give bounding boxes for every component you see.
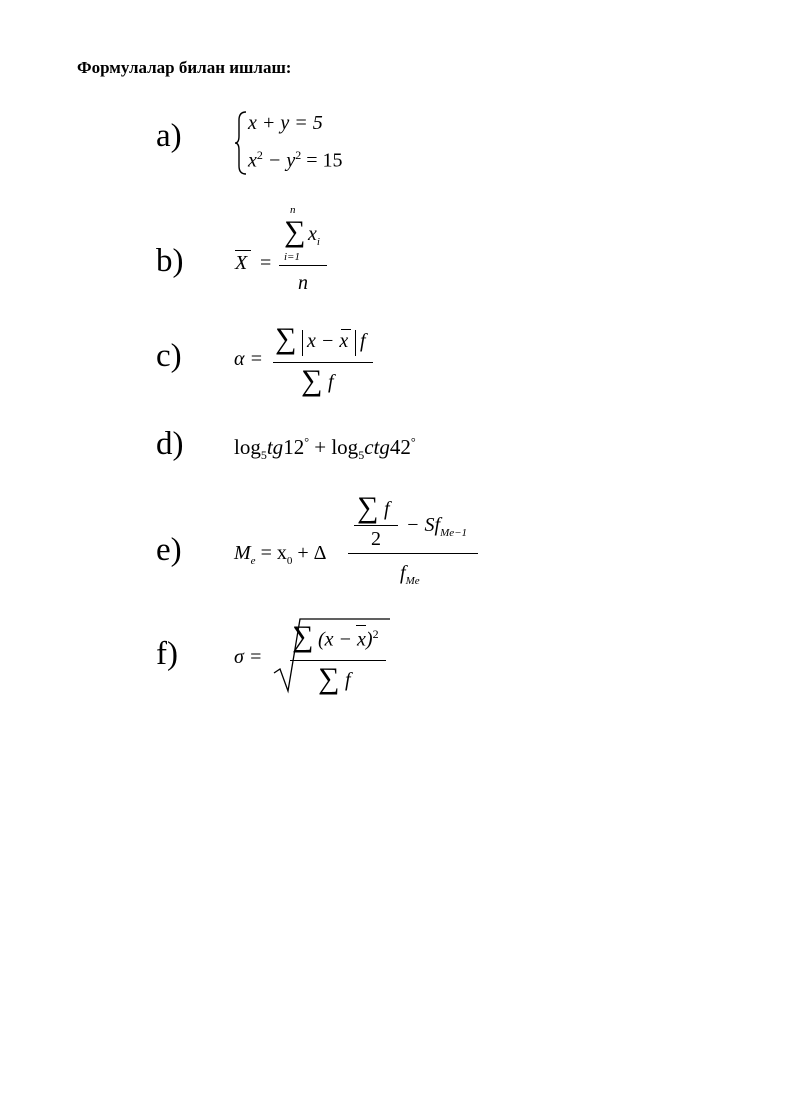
formula-d: $\log_5tg12^\circ + \log_5ctg42^\circ$ bbox=[234, 435, 416, 463]
alpha-lhs: α = bbox=[234, 348, 263, 370]
label-c: c) bbox=[156, 338, 182, 374]
numerator-f: f bbox=[360, 330, 366, 352]
label-d: d) bbox=[156, 426, 184, 462]
main-fraction-bar bbox=[348, 553, 478, 554]
equation-a-line2: $x^2 - y^2 = 15$ bbox=[248, 148, 343, 172]
denominator-f: f bbox=[328, 371, 334, 393]
sigma-icon: ∑ bbox=[284, 215, 306, 248]
mean-symbol: X bbox=[235, 252, 248, 274]
fraction-bar bbox=[290, 660, 386, 661]
fraction-bar bbox=[279, 265, 327, 266]
equals-sign: = bbox=[260, 252, 272, 274]
sigma-icon: ∑ bbox=[292, 620, 314, 653]
overline bbox=[341, 329, 351, 330]
page-heading: Формулалар билан ишлаш: bbox=[77, 58, 292, 77]
abs-content: x − x bbox=[307, 330, 349, 352]
overline bbox=[235, 250, 251, 251]
label-a: a) bbox=[156, 118, 182, 154]
abs-bar-left bbox=[302, 330, 303, 356]
numerator-paren: $(x - x)^2$ bbox=[318, 627, 379, 651]
lhs-median: $M_e = x_0 + \Delta$ bbox=[234, 542, 327, 567]
label-f: f) bbox=[156, 636, 178, 672]
inner-fraction-bar bbox=[354, 525, 398, 526]
fraction-bar bbox=[273, 362, 373, 363]
label-e: e) bbox=[156, 532, 182, 568]
inner-denominator: 2 bbox=[371, 528, 381, 550]
denominator-f-me: $f_{Me}$ bbox=[400, 562, 420, 587]
sum-term: $x_i$ bbox=[308, 223, 320, 248]
equation-a-line1: x + y = 5 bbox=[248, 112, 323, 134]
sigma-icon: ∑ bbox=[301, 364, 323, 397]
overline bbox=[356, 625, 366, 626]
inner-numerator-f: f bbox=[384, 498, 390, 520]
sum-upper-limit: n bbox=[290, 204, 296, 216]
label-b: b) bbox=[156, 243, 184, 279]
sigma-lhs: σ = bbox=[234, 646, 263, 668]
sigma-icon: ∑ bbox=[275, 322, 297, 355]
denominator-f: f bbox=[345, 669, 351, 691]
sigma-icon: ∑ bbox=[357, 491, 379, 524]
sum-lower-limit: i=1 bbox=[284, 251, 300, 263]
denominator-n: n bbox=[298, 272, 308, 294]
sigma-icon: ∑ bbox=[318, 662, 340, 695]
abs-bar-right bbox=[355, 330, 356, 356]
brace-icon bbox=[234, 110, 248, 176]
minus-Sf: − $Sf_{Me-1}$ bbox=[406, 514, 468, 539]
